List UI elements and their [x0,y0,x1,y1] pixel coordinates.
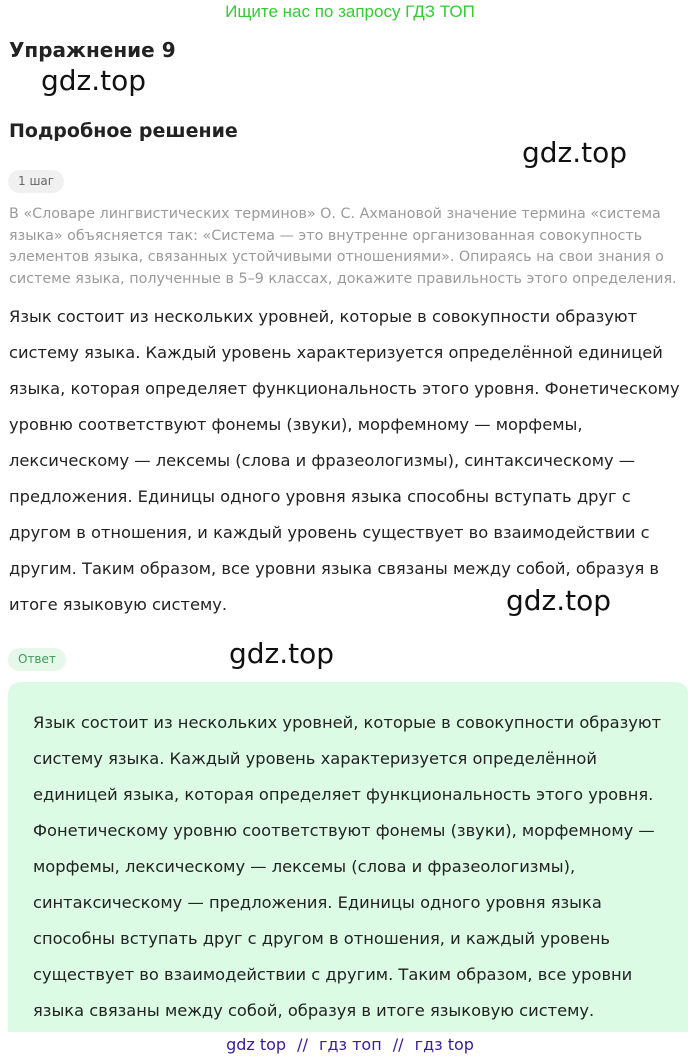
search-banner: Ищите нас по запросу ГДЗ ТОП [225,2,475,21]
solution-text: Язык состоит из нескольких уровней, которые в совокупности образуют систему языка. Каждый уровень характеризуется определённой единицей языка, которая определяет функциональность этого уровня. Фонетическому уровню соответствуют фонемы (звуки), морфемному — морфемы, лексическому — лексемы (слова и фразеологизмы), синтаксическому — предложения. Единицы одного уровня языка способны вступать друг с другом в отношения, и каждый уровень существует во взаимодействии с другим. Таким образом, все уровни языка связаны между собой, образуя в итоге языковую систему. [9,307,680,614]
solution-heading: Подробное решение [9,120,238,142]
answer-badge: Ответ [8,648,66,671]
watermark-text: gdz.top [506,584,612,617]
question-text: В «Словаре лингвистических терминов» О. С. Ахмановой значение термина «система языка» объясняется так: «Система — это внутренне организованная совокупность элементов языка, связанных устойчивыми отношениями». Опираясь на свои знания о системе языка, полученные в 5–9 классах, докажите правильность этого определения. [9,206,677,287]
watermark-text: gdz.top [522,136,628,169]
answer-text: Язык состоит из нескольких уровней, которые в совокупности образуют систему языка. Каждый уровень характеризуется определённой единицей языка, которая определяет функциональность этого уровня. Фонетическому уровню соответствуют фонемы (звуки), морфемному — морфемы, лексическому — лексемы (слова и фразеологизмы), синтаксическому — предложения. Единицы одного уровня языка способны вступать друг с другом в отношения, и каждый уровень существует во взаимодействии с другим. Таким образом, все уровни языка связаны между собой, образуя в итоге языковую систему. [33,713,662,1020]
watermark-text: gdz.top [41,64,147,97]
step-badge: 1 шаг [8,170,64,193]
footer-link[interactable]: gdz top [226,1035,287,1054]
footer-links [0,1032,700,1059]
footer-link[interactable]: гдз топ [319,1035,382,1054]
footer-link[interactable]: гдз top [414,1035,474,1054]
footer-separator: // [392,1035,404,1054]
watermark-text: gdz.top [229,637,335,670]
exercise-title: Упражнение 9 [9,38,176,62]
footer-separator: // [297,1035,308,1054]
